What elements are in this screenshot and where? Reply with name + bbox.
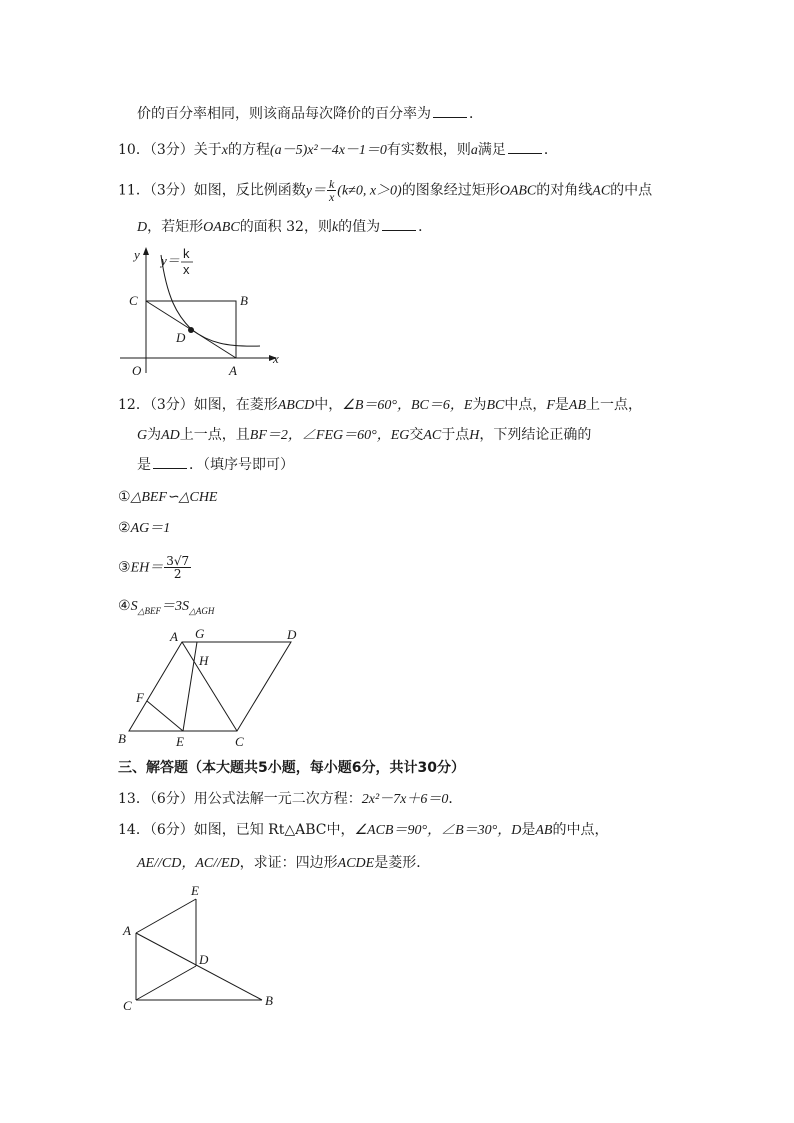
segment-cd [136,966,196,1000]
label-b: B [118,731,126,746]
question-10: 10．（3分）关于x的方程(a－5)x²－4x－1＝0有实数根，则a满足 ． [118,142,558,158]
question-11-line1: 11．（3分）如图，反比例函数y＝ $\frac{k}{x}$ (k≠0, x＞0)的图象经过矩形OABC的对角线AC的中点 [118,177,653,204]
answer-blank[interactable] [382,217,416,231]
question-14-line1: 14．（6分）如图，已知 Rt△ABC中，∠ACB＝90°，∠B＝30°，D是AB的中点， [118,822,609,838]
answer-blank[interactable] [433,104,467,118]
segment-fe [147,701,183,731]
label-c: C [129,293,138,308]
label-x: x [273,351,279,366]
figure-12 [115,625,310,750]
point-d [188,327,194,333]
option-3: ③EH＝ $\frac{3√7}{2}$ [118,554,190,581]
fraction-3-sqrt7-over-2: $\frac{3√7}{2}$ [166,554,190,581]
label-curve-y: y＝ [161,253,180,268]
label-curve-x: x [183,262,190,277]
label-o: O [132,363,142,378]
label-curve-k: k [183,246,190,261]
y-axis-arrow [143,247,149,255]
question-12-line2: G为AD上一点，且BF＝2，∠FEG＝60°，EG交AC于点H，下列结论正确的 [137,427,592,443]
label-f: F [136,690,144,705]
label-y: y [134,247,140,262]
fraction-k-over-x: $\frac{k}{x}$ [328,177,335,204]
label-e: E [176,734,184,749]
label-a: A [170,629,178,644]
label-e: E [191,883,199,898]
question-12-line1: 12．（3分）如图，在菱形ABCD中，∠B＝60°，BC＝6，E为BC中点，F是AB上一点， [118,397,643,413]
question-11-line2: D，若矩形OABC的面积 32，则k的值为 ． [137,219,433,235]
label-c: C [123,998,132,1013]
option-2: ②AG＝1 [118,520,171,536]
option-4: $④S_{\triangle BEF}=3S_{\triangle AGH}$ [118,598,215,616]
label-c: C [235,734,244,749]
label-a: A [123,923,131,938]
figure-11 [115,243,290,383]
q9-continuation: 价的百分率相同，则该商品每次降价的百分率为 ． [137,106,483,122]
question-13: 13．（6分）用公式法解一元二次方程：2x²－7x＋6＝0． [118,791,463,807]
label-b: B [240,293,248,308]
label-a: A [229,363,237,378]
question-12-line3: 是 ．（填序号即可） [137,457,294,473]
answer-blank[interactable] [153,455,187,469]
figure-14 [115,880,285,1015]
label-b: B [265,993,273,1008]
question-14-line2: AE//CD，AC//ED，求证：四边形ACDE是菱形． [137,855,431,871]
label-h: H [199,653,209,668]
section-3-heading: 三、解答题（本大题共5小题，每小题6分，共计30分） [118,760,465,776]
answer-blank[interactable] [508,140,542,154]
segment-ae [136,899,196,933]
option-1: ①△BEF∽△CHE [118,489,218,505]
label-d: D [176,330,186,345]
label-d: D [199,952,209,967]
label-g: G [195,626,205,641]
label-d: D [287,627,297,642]
